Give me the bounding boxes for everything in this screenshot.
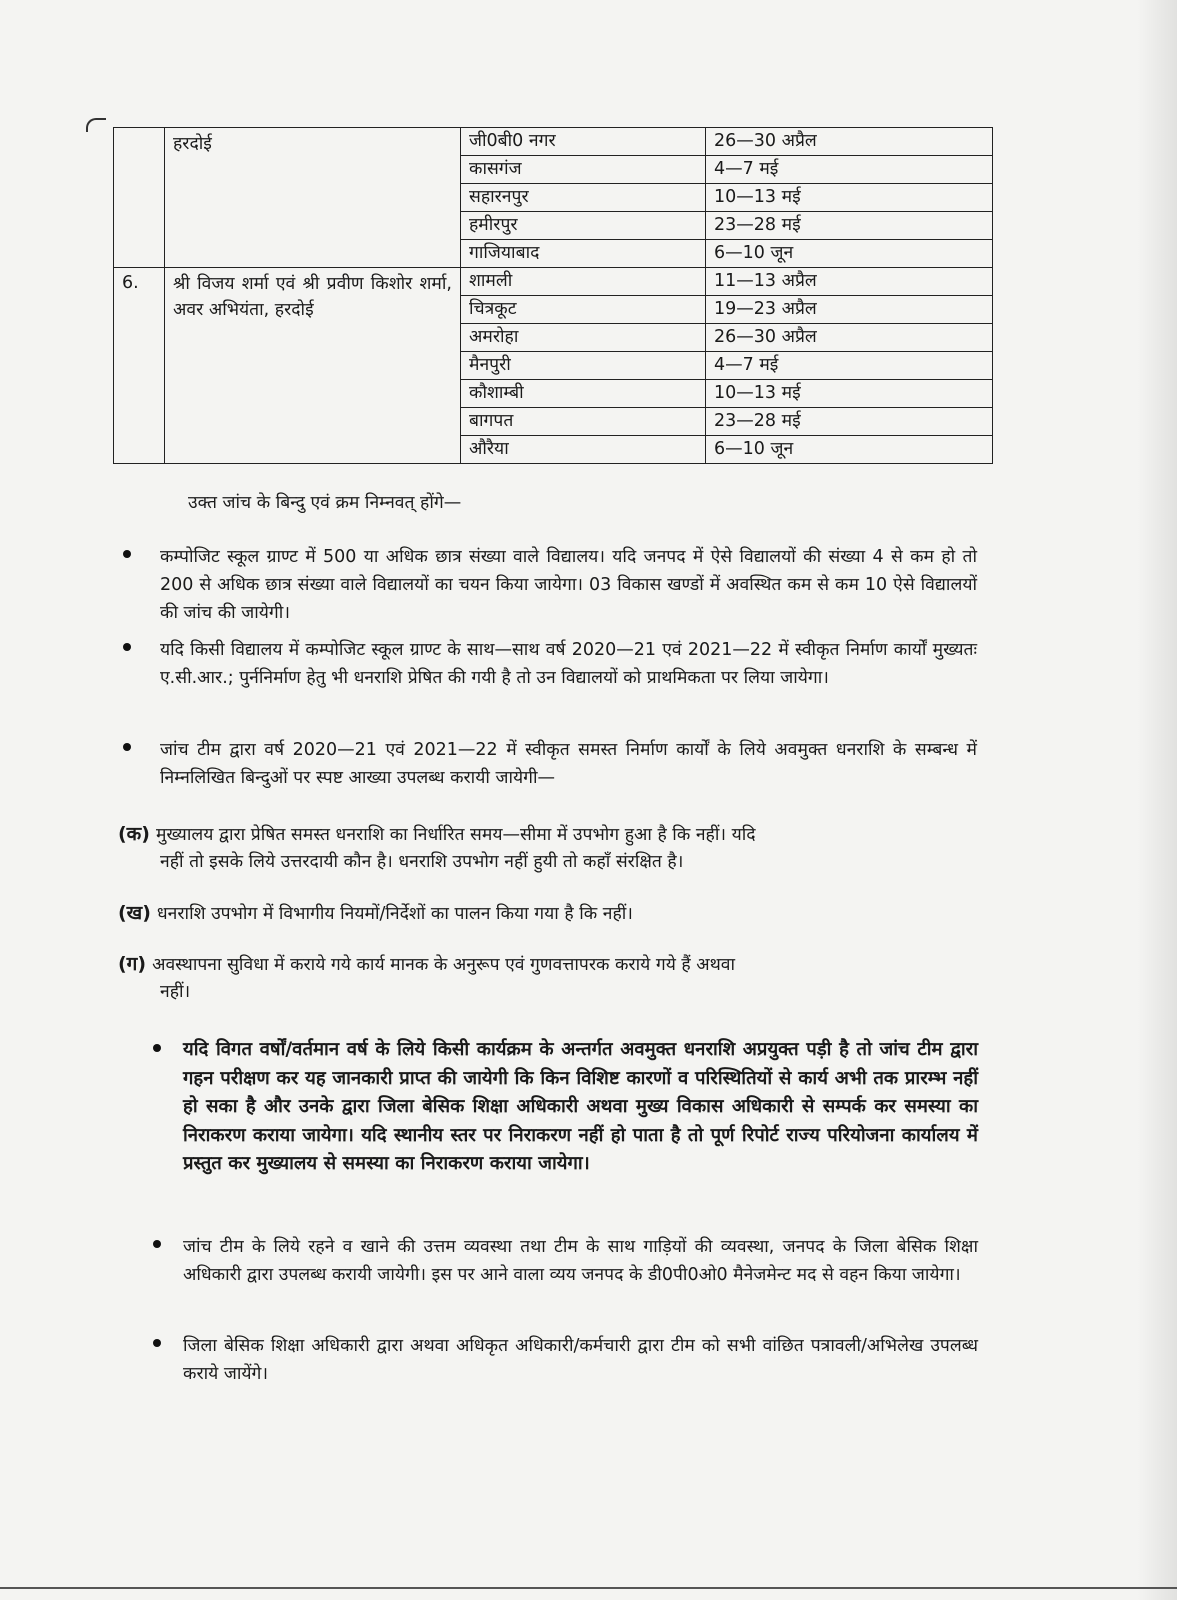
dates-cell: 23—28 मई <box>706 212 993 240</box>
bullet-icon <box>153 1339 161 1347</box>
sub-point-ga <box>118 950 978 1002</box>
sub-point-text-continued: नहीं तो इसके लिये उत्तरदायी कौन है। धनराशि उपभोग नहीं हुयी तो कहाँ संरक्षित है। <box>160 852 684 872</box>
bullet-point-construction-priority: यदि किसी विद्यालय में कम्पोजिट स्कूल ग्राण्ट के साथ—साथ वर्ष 2020—21 एवं 2021—22 में स्वीकृत निर्माण कार्यों मुख्यतः ए.सी.आर.; पुर्ननिर्माण हेतु भी धनराशि प्रेषित की गयी है तो उन विद्यालयों को प्राथमिकता पर लिया जायेगा। <box>160 640 977 688</box>
dates-cell: 10—13 मई <box>706 380 993 408</box>
inspection-schedule-table <box>113 127 993 464</box>
bullet-icon <box>123 743 131 751</box>
table-row <box>114 128 993 156</box>
page-bottom-rule <box>0 1587 1177 1589</box>
sub-point-text: धनराशि उपभोग में विभागीय नियमों/निर्देशों का पालन किया गया है कि नहीं। <box>156 904 633 924</box>
dates-cell: 10—13 मई <box>706 184 993 212</box>
corner-mark <box>86 118 106 132</box>
dates-cell: 6—10 जून <box>706 436 993 464</box>
dates-cell: 26—30 अप्रैल <box>706 324 993 352</box>
bold-bullet-unused-funds: यदि विगत वर्षों/वर्तमान वर्ष के लिये किसी कार्यक्रम के अन्तर्गत अवमुक्त धनराशि अप्रयुक्त पड़ी है तो जांच टीम द्वारा गहन परीक्षण कर यह जानकारी प्राप्त की जायेगी कि किन विशिष्ट कारणों व परिस्थितियों से कार्य अभी तक प्रारम्भ नहीं हो सका है और उनके द्वारा जिला बेसिक शिक्षा अधिकारी अथवा मुख्य विकास अधिकारी से सम्पर्क कर समस्या का निराकरण कराया जायेगा। यदि स्थानीय स्तर पर निराकरण नहीं हो पाता है तो पूर्ण रिपोर्ट राज्य परियोजना कार्यालय में प्रस्तुत कर मुख्यालय से समस्या का निराकरण कराया जायेगा। <box>183 1039 978 1174</box>
bullet-icon <box>123 643 131 651</box>
district-cell: हमीरपुर <box>461 212 706 240</box>
dates-cell: 6—10 जून <box>706 240 993 268</box>
page-edge-shadow <box>1137 0 1177 1600</box>
officer-cell: श्री विजय शर्मा एवं श्री प्रवीण किशोर शर्मा, अवर अभियंता, हरदोई <box>165 268 461 464</box>
sub-point-marker: (क) <box>118 823 150 845</box>
district-cell: मैनपुरी <box>461 352 706 380</box>
officer-cell: हरदोई <box>165 128 461 268</box>
sub-point-kha <box>118 899 978 928</box>
bullet-icon <box>153 1240 161 1248</box>
dates-cell: 23—28 मई <box>706 408 993 436</box>
sub-point-text-continued: नहीं। <box>160 982 191 1002</box>
bullet-icon <box>153 1044 161 1052</box>
district-cell: औरैया <box>461 436 706 464</box>
district-cell: शामली <box>461 268 706 296</box>
bullet-point-records-availability: जिला बेसिक शिक्षा अधिकारी द्वारा अथवा अधिकृत अधिकारी/कर्मचारी द्वारा टीम को सभी वांछित पत्रावली/अभिलेख उपलब्ध कराये जायेंगे। <box>183 1336 978 1384</box>
bullet-point-composite-grant: कम्पोजिट स्कूल ग्राण्ट में 500 या अधिक छात्र संख्या वाले विद्यालय। यदि जनपद में ऐसे विद्यालयों की संख्या 4 से कम हो तो 200 से अधिक छात्र संख्या वाले विद्यालयों का चयन किया जायेगा। 03 विकास खण्डों में अवस्थित कम से कम 10 ऐसे विद्यालयों की जांच की जायेगी। <box>160 547 977 623</box>
sub-point-marker: (ग) <box>118 953 147 975</box>
dates-cell: 4—7 मई <box>706 352 993 380</box>
sub-point-ka <box>118 820 978 872</box>
district-cell: जी0बी0 नगर <box>461 128 706 156</box>
dates-cell: 19—23 अप्रैल <box>706 296 993 324</box>
district-cell: सहारनपुर <box>461 184 706 212</box>
district-cell: कौशाम्बी <box>461 380 706 408</box>
sub-point-marker: (ख) <box>118 902 151 924</box>
serial-cell: 6. <box>114 268 165 464</box>
bullet-point-report-points: जांच टीम द्वारा वर्ष 2020—21 एवं 2021—22 में स्वीकृत समस्त निर्माण कार्यों के लिये अवमुक्त धनराशि के सम्बन्ध में निम्नलिखित बिन्दुओं पर स्पष्ट आख्या उपलब्ध करायी जायेगी— <box>160 740 977 788</box>
serial-cell <box>114 128 165 268</box>
table-row <box>114 268 993 296</box>
district-cell: बागपत <box>461 408 706 436</box>
sub-point-text: मुख्यालय द्वारा प्रेषित समस्त धनराशि का निर्धारित समय—सीमा में उपभोग हुआ है कि नहीं। यदि <box>155 825 756 845</box>
district-cell: चित्रकूट <box>461 296 706 324</box>
dates-cell: 4—7 मई <box>706 156 993 184</box>
dates-cell: 26—30 अप्रैल <box>706 128 993 156</box>
bullet-point-team-arrangements: जांच टीम के लिये रहने व खाने की उत्तम व्यवस्था तथा टीम के साथ गाड़ियों की व्यवस्था, जनपद के जिला बेसिक शिक्षा अधिकारी द्वारा उपलब्ध करायी जायेगी। इस पर आने वाला व्यय जनपद के डी0पी0ओ0 मैनेजमेन्ट मद से वहन किया जायेगा। <box>183 1237 978 1285</box>
sub-point-text: अवस्थापना सुविधा में कराये गये कार्य मानक के अनुरूप एवं गुणवत्तापरक कराये गये हैं अथवा <box>152 955 736 975</box>
district-cell: कासगंज <box>461 156 706 184</box>
district-cell: गाजियाबाद <box>461 240 706 268</box>
inspection-points-intro: उक्त जांच के बिन्दु एवं क्रम निम्नवत् होंगे— <box>188 493 462 513</box>
bullet-icon <box>123 550 131 558</box>
district-cell: अमरोहा <box>461 324 706 352</box>
dates-cell: 11—13 अप्रैल <box>706 268 993 296</box>
